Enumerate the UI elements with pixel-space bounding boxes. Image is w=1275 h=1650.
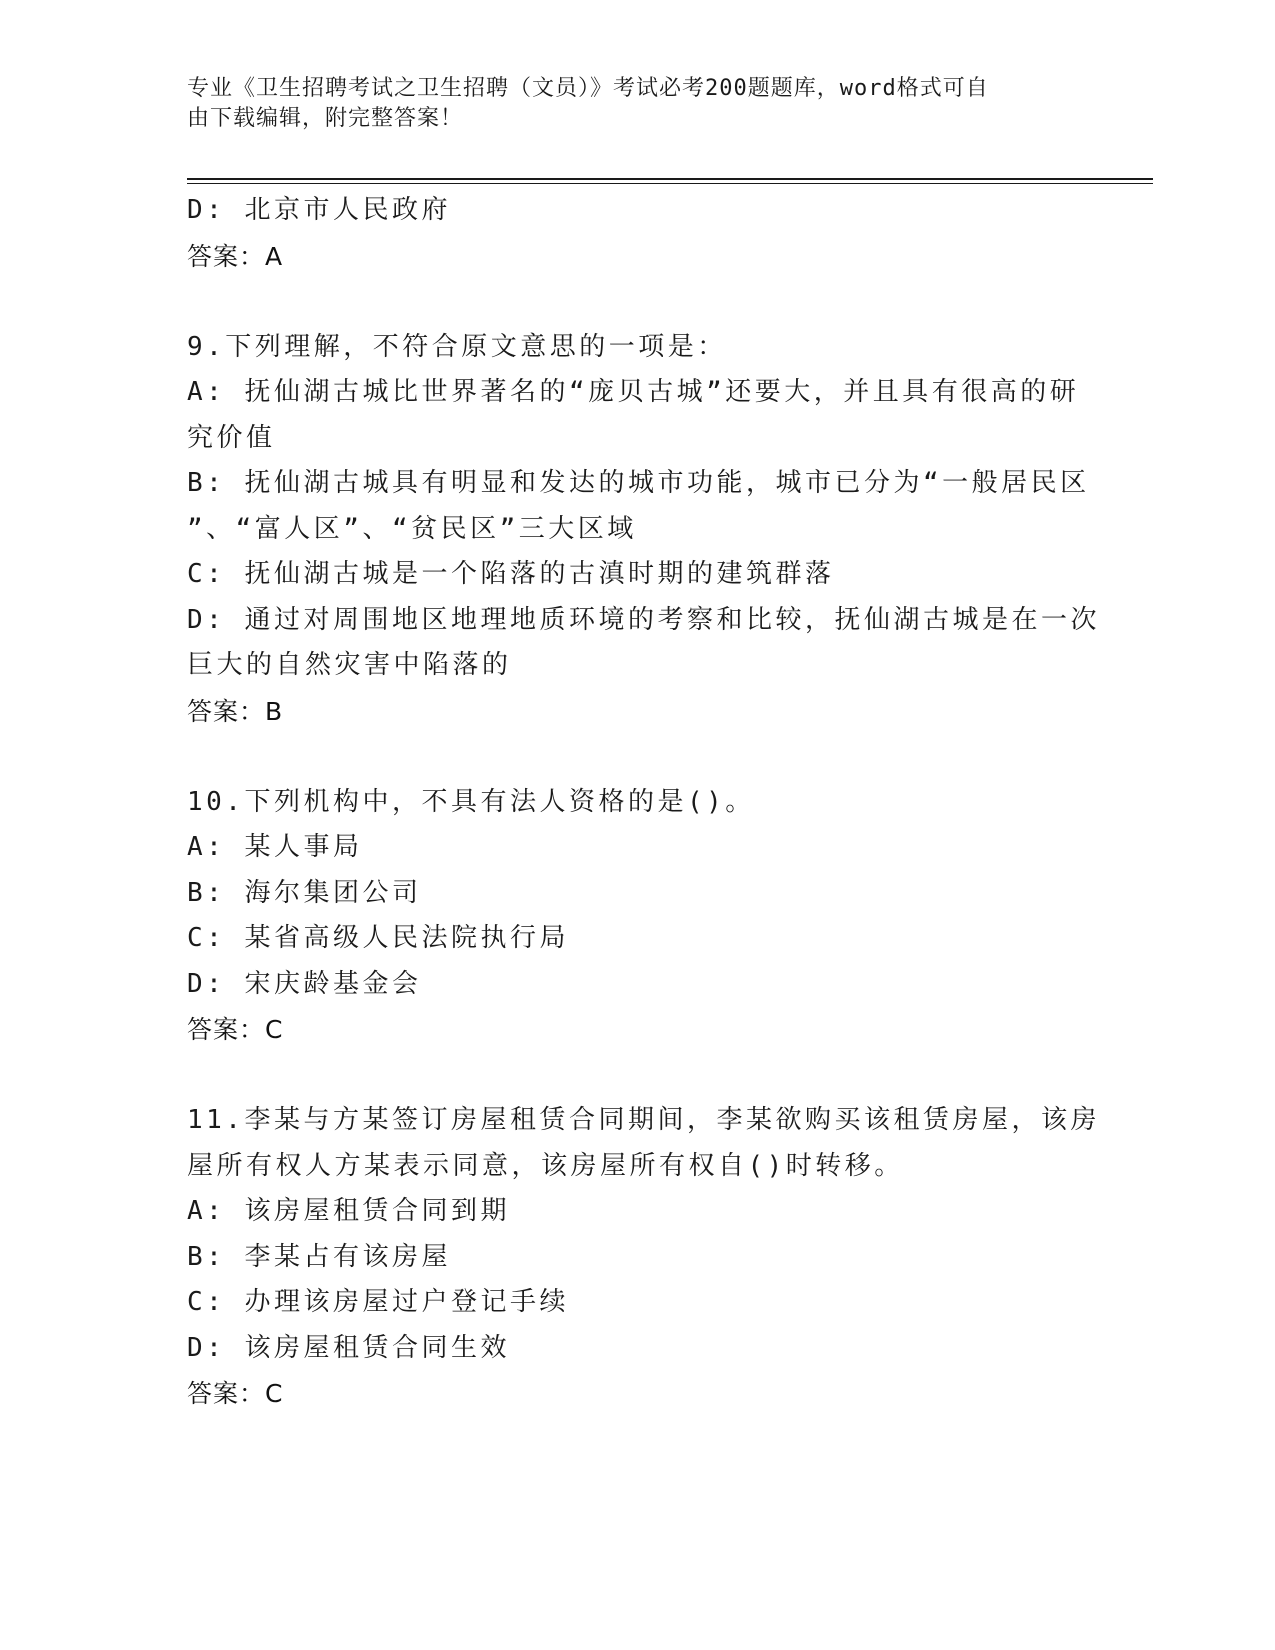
question-stem: 11.李某与方某签订房屋租赁合同期间，李某欲购买该租赁房屋，该房 — [187, 1105, 1100, 1135]
option-b: B: 李某占有该房屋 — [187, 1241, 451, 1272]
question-stem: 屋所有权人方某表示同意，该房屋所有权自()时转移。 — [187, 1150, 904, 1181]
option-d: D: 北京市人民政府 — [187, 195, 451, 225]
question-spacer — [187, 734, 1087, 780]
answer-line: 答案：C — [187, 1015, 284, 1044]
questions — [187, 325, 1100, 1417]
answer-line: 答案：A — [187, 241, 284, 271]
question-spacer — [187, 1053, 1087, 1099]
option-d: D: 该房屋租赁合同生效 — [187, 1332, 510, 1363]
question-10 — [187, 780, 1087, 1099]
header-divider-thin — [187, 183, 1153, 184]
answer-line: 答案：C — [187, 1379, 284, 1408]
answer-line: 答案：B — [187, 696, 284, 726]
option-a: A: 抚仙湖古城比世界著名的“庞贝古城”还要大，并且具有很高的研 — [187, 377, 1080, 407]
question-11 — [187, 1098, 1100, 1417]
question-stem: 9.下列理解，不符合原文意思的一项是： — [187, 331, 727, 362]
question-list — [187, 188, 1100, 1417]
option-c: C: 办理该房屋过户登记手续 — [187, 1287, 569, 1317]
option-d: D: 宋庆龄基金会 — [187, 968, 422, 999]
header-title-line-1: 专业《卫生招聘考试之卫生招聘（文员）》考试必考200题题库，word格式可自 — [187, 76, 989, 101]
option-a: 究价值 — [187, 422, 276, 453]
option-d: D: 通过对周围地区地理地质环境的考察和比较，抚仙湖古城是在一次 — [187, 604, 1100, 635]
question-stem: 10.下列机构中，不具有法人资格的是()。 — [187, 786, 755, 817]
option-d: 巨大的自然灾害中陷落的 — [187, 650, 512, 680]
question-spacer — [187, 279, 1087, 325]
option-c: C: 某省高级人民法院执行局 — [187, 923, 569, 953]
option-b: ”、“富人区”、“贫民区”三大区域 — [187, 513, 637, 544]
document-header — [187, 74, 1067, 134]
option-c: C: 抚仙湖古城是一个陷落的古滇时期的建筑群落 — [187, 559, 835, 589]
header-divider — [187, 178, 1153, 180]
option-b: B: 抚仙湖古城具有明显和发达的城市功能，城市已分为“一般居民区 — [187, 468, 1090, 498]
option-a: A: 该房屋租赁合同到期 — [187, 1196, 510, 1226]
option-b: B: 海尔集团公司 — [187, 877, 422, 908]
option-a: A: 某人事局 — [187, 832, 363, 862]
header-title-line-2: 由下载编辑，附完整答案！ — [187, 106, 464, 131]
question-9 — [187, 325, 1100, 780]
